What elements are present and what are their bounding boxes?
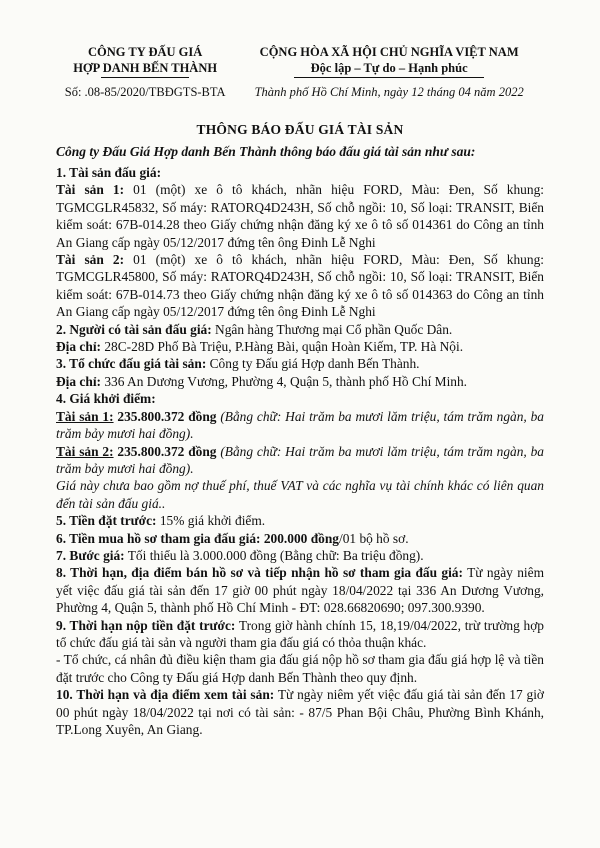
section-3-text: Công ty Đấu giá Hợp danh Bến Thành.	[206, 356, 420, 372]
section-2-address	[56, 338, 544, 355]
section-2-address-label: Địa chỉ:	[56, 339, 102, 355]
section-5-text: 15% giá khởi điểm.	[156, 513, 266, 529]
price-1-words: (Bằng chữ: Hai trăm ba mươi lăm triệu, tám trăm ngàn, ba trăm bảy mươi hai đồng).	[56, 408, 544, 442]
asset-1-text: 01 (một) xe ô tô khách, nhãn hiệu FORD, Màu: Đen, Số khung: TGMCGLR45832, Số máy: RATORQ4D243H, Số chỗ ngồi: 10, Số loại: TRANSIT, Biển kiểm soát: 67B-014.28 theo Giấy chứng nhận đăng ký xe ô tô số 014361 do Công an tỉnh An Giang cấp ngày 05/12/2017 đứng tên ông Đinh Lễ Nghi	[56, 182, 544, 250]
section-8-heading: 8. Thời hạn, địa điểm bán hồ sơ và tiếp nhận hồ sơ tham gia đấu giá:	[56, 565, 463, 581]
section-3-address	[56, 373, 544, 390]
nation-title: CỘNG HÒA XÃ HỘI CHỦ NGHĨA VIỆT NAM	[259, 45, 519, 59]
section-6-heading: 6. Tiền mua hồ sơ tham gia đấu giá:	[56, 530, 261, 546]
section-7-text: Tối thiểu là 3.000.000 đồng (Bằng chữ: Ba triệu đồng).	[124, 547, 424, 563]
motto-underline	[294, 77, 484, 78]
price-1-label: Tài sản 1:	[56, 408, 114, 424]
issuer-block	[56, 44, 234, 100]
section-7-heading: 7. Bước giá:	[56, 547, 125, 563]
document-title: THÔNG BÁO ĐẤU GIÁ TÀI SẢN	[196, 122, 404, 137]
org-underline	[101, 77, 189, 78]
asset-2-paragraph	[56, 251, 544, 321]
section-9-note: - Tổ chức, cá nhân đủ điều kiện tham gia đấu giá nộp hồ sơ tham gia đấu giá hợp lệ và tiền đặt trước cho Công ty Đấu giá Hợp danh Bến Thành theo quy định.	[56, 652, 544, 685]
section-8	[56, 564, 544, 616]
place-and-date: Thành phố Hồ Chí Minh, ngày 12 tháng 04 năm 2022	[254, 85, 524, 99]
section-4-heading: 4. Giá khởi điểm:	[56, 391, 156, 407]
section-5	[56, 512, 544, 529]
section-6	[56, 530, 544, 547]
section-1-heading: 1. Tài sản đấu giá:	[56, 165, 162, 180]
national-motto: Độc lập – Tự do – Hạnh phúc	[310, 61, 468, 75]
section-6-value: 200.000 đồng	[260, 530, 339, 546]
price-2-words: (Bằng chữ: Hai trăm ba mươi lăm triệu, tám trăm ngàn, ba trăm bảy mươi hai đồng).	[56, 443, 544, 476]
document-body	[56, 164, 544, 738]
section-3-address-label: Địa chỉ:	[56, 373, 102, 389]
intro-line: Công ty Đấu Giá Hợp danh Bến Thành thông báo đấu giá tài sản như sau:	[56, 144, 476, 159]
asset-1-label: Tài sản 1:	[56, 182, 125, 198]
section-8-text: Từ ngày niêm yết việc đấu giá tài sản đến 17 giờ 00 phút ngày 18/04/2022 tại 336 An Dương Vương, Phường 4, Quận 5, thành phố Hồ Chí Minh - ĐT: 028.66820690; 097.300.9390.	[56, 565, 544, 616]
document-number: Số: .08-85/2020/TBĐGTS-BTA	[64, 85, 226, 99]
section-2-address-text: 28C-28D Phố Bà Triệu, P.Hàng Bài, quận Hoàn Kiếm, TP. Hà Nội.	[101, 339, 464, 355]
section-10	[56, 686, 544, 738]
section-10-text: Từ ngày niêm yết việc đấu giá tài sản đến 17 giờ 00 phút ngày 18/04/2022 tại nơi có tài sản: - 87/5 Phan Bội Châu, Phường Bình Khánh, TP.Long Xuyên, An Giang.	[56, 687, 544, 737]
section-2-heading: 2. Người có tài sản đấu giá:	[56, 321, 212, 337]
section-3	[56, 355, 544, 372]
national-block	[234, 44, 544, 100]
section-9-heading: 9. Thời hạn nộp tiền đặt trước:	[56, 617, 236, 633]
price-1-paragraph	[56, 408, 544, 443]
section-2	[56, 321, 544, 338]
document-header	[56, 44, 544, 100]
section-3-heading: 3. Tổ chức đấu giá tài sản:	[56, 356, 207, 372]
org-name-line1: CÔNG TY ĐẤU GIÁ	[88, 45, 203, 59]
section-3-address-text: 336 An Dương Vương, Phường 4, Quận 5, thành phố Hồ Chí Minh.	[101, 373, 468, 389]
org-name-line2: HỢP DANH BẾN THÀNH	[73, 61, 218, 75]
price-2-label: Tài sản 2:	[56, 443, 114, 459]
asset-2-text: 01 (một) xe ô tô khách, nhãn hiệu FORD, Màu: Đen, Số khung: TGMCGLR45800, Số máy: RATORQ4D243H, Số chỗ ngồi: 10, Số loại: TRANSIT, Biển kiểm soát: 67B-014.73 theo Giấy chứng nhận đăng ký xe ô tô số 014363 do Công an tỉnh An Giang cấp ngày 05/12/2017 đứng tên ông Đinh Lễ Nghi	[56, 252, 544, 320]
section-9	[56, 617, 544, 652]
section-6-text: /01 bộ hồ sơ.	[338, 530, 409, 546]
price-2-paragraph	[56, 443, 544, 478]
asset-2-label: Tài sản 2:	[56, 252, 125, 268]
asset-1-paragraph	[56, 181, 544, 251]
section-10-heading: 10. Thời hạn và địa điểm xem tài sản:	[56, 687, 275, 703]
price-2-value: 235.800.372 đồng	[113, 443, 217, 459]
section-2-text: Ngân hàng Thương mại Cổ phần Quốc Dân.	[211, 321, 453, 337]
price-note: Giá này chưa bao gồm nợ thuế phí, thuế VAT và các nghĩa vụ tài chính khác có liên quan đến tài sản đấu giá..	[56, 478, 544, 511]
section-7	[56, 547, 544, 564]
price-1-value: 235.800.372 đồng	[113, 408, 217, 424]
section-5-heading: 5. Tiền đặt trước:	[56, 513, 157, 529]
section-9-text: Trong giờ hành chính 15, 18,19/04/2022, trừ trường hợp tổ chức đấu giá tài sản và người tham gia đấu giá có thỏa thuận khác.	[56, 617, 545, 650]
